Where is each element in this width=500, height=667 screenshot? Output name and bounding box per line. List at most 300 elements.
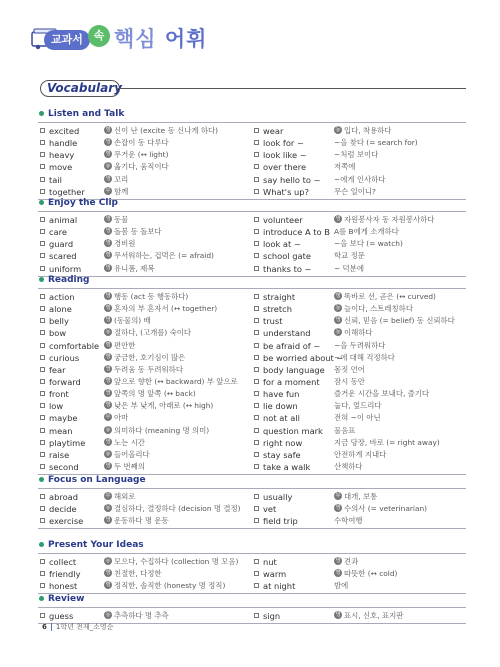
vocab-word — [254, 388, 299, 400]
checkbox-icon[interactable] — [254, 229, 259, 234]
vocab-meaning — [104, 214, 128, 226]
word-row — [38, 376, 466, 388]
vocab-word — [254, 250, 311, 262]
part-of-speech-badge: 형 — [105, 582, 111, 589]
vocab-meaning-text: 해외로 — [114, 492, 136, 501]
part-of-speech-badge: 형 — [105, 353, 111, 360]
vocab-word-text: stretch — [263, 304, 292, 315]
vocab-meaning-text: ~을 보다 (= watch) — [334, 239, 403, 249]
checkbox-icon[interactable] — [40, 506, 45, 511]
checkbox-icon[interactable] — [40, 294, 45, 299]
bullet-icon — [39, 596, 44, 601]
vocab-word-text: excited — [49, 126, 80, 136]
checkbox-icon[interactable] — [40, 140, 45, 145]
bullet-icon — [39, 277, 44, 282]
vocab-meaning-text: 저쪽에 — [334, 162, 356, 172]
part-of-speech-badge: 동 — [105, 612, 111, 618]
checkbox-icon[interactable] — [40, 379, 45, 384]
vocab-meaning — [334, 491, 377, 503]
vocab-meaning-text: 혼자의 부 혼자서 (↔ together) — [114, 304, 218, 314]
vocab-word-text: introduce A to B — [263, 227, 330, 238]
vocab-word — [254, 238, 301, 250]
bullet-icon — [39, 477, 44, 482]
vocab-meaning-text: 아마 — [114, 413, 129, 423]
word-row — [38, 327, 466, 339]
vocab-meaning-text: ~에 대해 걱정하다 — [334, 352, 395, 362]
vocab-word-text: volunteer — [263, 215, 303, 225]
vocabulary-label: Vocabulary — [40, 80, 120, 97]
vocab-meaning — [334, 340, 385, 352]
checkbox-icon[interactable] — [254, 294, 259, 299]
checkbox-icon[interactable] — [40, 343, 45, 348]
checkbox-icon[interactable] — [40, 613, 45, 618]
vocab-meaning — [104, 425, 209, 437]
vocab-meaning — [104, 327, 191, 339]
section-reading — [38, 272, 466, 475]
vocab-meaning — [104, 491, 135, 503]
vocab-word — [254, 400, 298, 412]
section-title — [38, 472, 466, 488]
vocab-meaning — [104, 449, 150, 461]
vocab-word — [254, 149, 307, 161]
checkbox-icon[interactable] — [40, 494, 45, 499]
bullet-icon — [39, 200, 44, 205]
vocab-meaning — [334, 610, 403, 622]
vocab-word-text: front — [49, 389, 69, 400]
checkbox-icon[interactable] — [254, 379, 259, 384]
vocab-word — [40, 352, 79, 364]
checkbox-icon[interactable] — [40, 306, 45, 311]
part-of-speech-badge: 동 — [105, 450, 111, 457]
vocab-meaning-text: 학교 정문 — [334, 251, 365, 261]
page-header — [30, 22, 230, 56]
vocab-meaning-text: 이해하다 — [344, 328, 373, 338]
vocab-meaning — [334, 303, 413, 315]
footer-text: 1학년 천재_소영순 — [55, 623, 114, 631]
vocab-word-text: heavy — [49, 150, 75, 161]
vocab-word-text: forward — [49, 376, 81, 387]
vocab-meaning — [334, 556, 358, 568]
vocab-meaning — [334, 226, 399, 238]
section-title-text: Present Your Ideas — [48, 540, 144, 550]
vocab-meaning-text: 동물 — [114, 215, 129, 224]
section-title — [38, 537, 466, 553]
checkbox-icon[interactable] — [254, 189, 259, 194]
part-of-speech-badge: 동 — [335, 305, 341, 312]
vocab-meaning — [334, 291, 436, 303]
vocab-meaning — [334, 400, 382, 412]
vocab-meaning-text: 경비원 — [114, 239, 136, 249]
section-title — [38, 272, 466, 288]
part-of-speech-badge: 형 — [105, 305, 111, 312]
vocab-word-text: field trip — [263, 516, 298, 527]
checkbox-icon[interactable] — [254, 164, 259, 169]
part-of-speech-badge: 명 — [105, 517, 111, 524]
vocab-word — [254, 352, 343, 364]
word-row — [38, 412, 466, 424]
vocab-word-text: trust — [263, 316, 283, 327]
part-of-speech-badge: 동 — [105, 426, 111, 433]
word-row — [38, 315, 466, 327]
part-of-speech-badge: 부 — [105, 493, 111, 499]
vocab-word-text: fear — [49, 364, 66, 375]
vocab-meaning-text: 견과 — [344, 557, 359, 566]
checkbox-icon[interactable] — [254, 391, 259, 396]
vocab-meaning-text: 안전하게 지내다 — [334, 449, 387, 459]
checkbox-icon[interactable] — [254, 177, 259, 182]
vocab-word-text: look for ~ — [263, 138, 304, 149]
vocab-word — [254, 174, 321, 186]
checkbox-icon[interactable] — [254, 440, 259, 445]
vocab-meaning — [104, 610, 169, 622]
vocab-meaning-text: 무슨 일이니? — [334, 186, 376, 196]
vocab-meaning — [334, 161, 355, 173]
vocab-meaning-text: 대개, 보통 — [344, 492, 378, 501]
vocab-word-text: tail — [49, 174, 62, 185]
vocab-word — [254, 491, 292, 503]
vocab-word-text: action — [49, 292, 75, 302]
checkbox-icon[interactable] — [254, 318, 259, 323]
vocab-meaning — [104, 125, 218, 137]
vocab-word-text: belly — [49, 316, 69, 327]
vocab-word — [40, 137, 77, 149]
vocab-word — [40, 437, 85, 449]
part-of-speech-badge: 부 — [105, 414, 111, 421]
checkbox-icon[interactable] — [254, 355, 259, 360]
vocab-word-text: friendly — [49, 569, 81, 580]
checkbox-icon[interactable] — [40, 253, 45, 258]
word-row — [38, 340, 466, 352]
vocab-meaning-text: 무거운 (↔ light) — [114, 150, 169, 160]
checkbox-icon[interactable] — [254, 559, 259, 564]
vocab-meaning — [104, 364, 183, 376]
vocab-meaning-text: 산책하다 — [334, 461, 363, 471]
vocab-meaning-text: 돌봄 동 돌보다 — [114, 227, 162, 237]
vocab-word-text: comfortable — [49, 340, 100, 351]
checkbox-icon[interactable] — [40, 559, 45, 564]
vocab-word-text: mean — [49, 425, 73, 436]
vocab-word — [254, 412, 300, 424]
vocab-word — [40, 449, 69, 461]
checkbox-icon[interactable] — [254, 330, 259, 335]
part-of-speech-badge: 동 — [105, 558, 111, 564]
vocab-meaning-text: ~ 덕분에 — [334, 263, 364, 273]
vocab-word-text: nut — [263, 557, 277, 567]
vocab-word-text: What's up? — [263, 186, 309, 197]
page-number: 6 — [42, 623, 47, 631]
vocab-meaning — [104, 238, 135, 250]
checkbox-icon[interactable] — [40, 152, 45, 157]
vocab-word — [254, 376, 320, 388]
checkbox-icon[interactable] — [40, 428, 45, 433]
vocab-meaning — [334, 376, 365, 388]
vocab-word — [40, 238, 73, 250]
vocab-meaning-text: 물음표 — [334, 425, 356, 435]
checkbox-icon[interactable] — [254, 343, 259, 348]
vocab-word-text: have fun — [263, 389, 300, 400]
vocab-word — [40, 412, 77, 424]
part-of-speech-badge: 형 — [105, 341, 111, 348]
section-enjoy-the-clip — [38, 195, 466, 277]
vocab-word-text: lie down — [263, 401, 298, 412]
checkbox-icon[interactable] — [254, 403, 259, 408]
vocab-meaning — [104, 515, 169, 527]
part-of-speech-badge: 부 — [335, 493, 341, 499]
vocab-word-text: school gate — [263, 251, 311, 262]
page-title-part-2: 어휘 — [164, 27, 208, 51]
vocab-word-text: be worried about ~ — [263, 352, 344, 363]
checkbox-icon[interactable] — [40, 241, 45, 246]
checkbox-icon[interactable] — [40, 266, 45, 271]
vocab-meaning-text: 지금 당장, 바로 (= right away) — [334, 437, 440, 447]
checkbox-icon[interactable] — [40, 464, 45, 469]
vocab-word-text: exercise — [49, 516, 84, 527]
word-row — [38, 515, 466, 527]
vocab-meaning-text: 몸짓 언어 — [334, 364, 365, 374]
vocab-word — [40, 291, 75, 303]
checkbox-icon[interactable] — [254, 128, 259, 133]
vocab-meaning-text: 꼬리 — [114, 174, 129, 184]
checkbox-icon[interactable] — [254, 464, 259, 469]
vocab-meaning — [334, 388, 429, 400]
vocab-word-text: body language — [263, 364, 325, 375]
vocab-meaning — [334, 250, 365, 262]
vocab-word-text: over there — [263, 162, 307, 173]
vocab-meaning — [104, 352, 185, 364]
vocab-word — [254, 437, 302, 449]
vocab-meaning — [334, 137, 418, 149]
checkbox-icon[interactable] — [254, 452, 259, 457]
word-row — [38, 610, 466, 622]
vocab-word — [40, 364, 66, 376]
checkbox-icon[interactable] — [40, 217, 45, 222]
vocab-word — [254, 327, 310, 339]
vocab-meaning-text: 옮기다, 움직이다 — [114, 162, 169, 172]
vocab-word-text: usually — [263, 492, 293, 502]
checkbox-icon[interactable] — [254, 367, 259, 372]
checkbox-icon[interactable] — [40, 452, 45, 457]
checkbox-icon[interactable] — [254, 428, 259, 433]
vocab-word-text: handle — [49, 138, 78, 149]
vocab-word — [40, 400, 63, 412]
vocab-meaning — [104, 315, 151, 327]
word-row — [38, 568, 466, 580]
checkbox-icon[interactable] — [254, 306, 259, 311]
word-row — [38, 437, 466, 449]
word-row — [38, 364, 466, 376]
checkbox-icon[interactable] — [254, 140, 259, 145]
checkbox-icon[interactable] — [40, 128, 45, 133]
part-of-speech-badge: 형 — [105, 252, 111, 259]
checkbox-icon[interactable] — [40, 229, 45, 234]
vocab-meaning — [104, 250, 214, 262]
checkbox-icon[interactable] — [40, 391, 45, 396]
vocab-word — [40, 556, 76, 568]
checkbox-icon[interactable] — [40, 403, 45, 408]
checkbox-icon[interactable] — [40, 318, 45, 323]
part-of-speech-badge: 명 — [105, 365, 111, 372]
checkbox-icon[interactable] — [254, 613, 259, 618]
page-title — [114, 23, 207, 53]
vocab-word-text: stay safe — [263, 449, 301, 460]
vocab-word-text: raise — [49, 449, 70, 460]
vocab-meaning-text: 전혀 ~이 아닌 — [334, 413, 381, 423]
vocab-meaning-text: 결심하다, 결정하다 (decision 명 결정) — [114, 504, 241, 514]
part-of-speech-badge: 형 — [105, 402, 111, 409]
vocab-meaning — [334, 125, 392, 137]
vocab-meaning — [104, 376, 238, 388]
checkbox-icon[interactable] — [254, 506, 259, 511]
vocab-meaning-text: 앞쪽의 명 앞쪽 (↔ back) — [114, 389, 196, 399]
footer-divider — [51, 623, 52, 631]
checkbox-icon[interactable] — [40, 367, 45, 372]
section-title-text: Listen and Talk — [48, 109, 125, 119]
vocab-meaning — [104, 137, 169, 149]
vocab-meaning — [334, 425, 355, 437]
vocab-word — [40, 515, 83, 527]
vocab-word — [40, 388, 69, 400]
vocab-meaning-text: 함께 — [114, 186, 129, 196]
vocab-word-text: abroad — [49, 492, 79, 502]
part-of-speech-badge: 명 — [105, 175, 111, 182]
part-of-speech-badge: 형 — [105, 377, 111, 384]
checkbox-icon[interactable] — [40, 415, 45, 420]
vocab-meaning-text: ~을 찾다 (= search for) — [334, 138, 418, 148]
word-row — [38, 556, 466, 568]
vocab-meaning-text: 따뜻한 (↔ cold) — [344, 569, 398, 579]
section-title — [38, 106, 466, 122]
word-row — [38, 400, 466, 412]
vocab-word-text: alone — [49, 304, 72, 315]
part-of-speech-badge: 명 — [105, 264, 111, 271]
vocab-meaning-text: 모으다, 수집하다 (collection 명 모음) — [114, 557, 239, 566]
vocab-word — [40, 491, 78, 503]
part-of-speech-badge: 형 — [105, 151, 111, 158]
vocab-word — [40, 327, 66, 339]
word-row — [38, 425, 466, 437]
vocab-word-text: take a walk — [263, 461, 311, 472]
checkbox-icon[interactable] — [254, 241, 259, 246]
vocab-meaning — [104, 556, 238, 568]
word-row — [38, 503, 466, 515]
checkbox-icon[interactable] — [40, 518, 45, 523]
vocab-word — [254, 610, 280, 622]
vocab-word-text: look like ~ — [263, 150, 307, 161]
vocab-meaning — [334, 352, 395, 364]
checkbox-icon[interactable] — [40, 164, 45, 169]
vocab-word — [40, 303, 72, 315]
checkbox-icon[interactable] — [40, 571, 45, 576]
word-list — [38, 488, 466, 529]
vocab-word-text: low — [49, 401, 64, 412]
vocab-word-text: look at ~ — [263, 239, 301, 250]
vocab-meaning — [104, 568, 162, 580]
checkbox-icon[interactable] — [40, 355, 45, 360]
checkbox-icon[interactable] — [254, 266, 259, 271]
vocab-word — [254, 425, 323, 437]
checkbox-icon[interactable] — [254, 152, 259, 157]
vocab-word — [254, 137, 304, 149]
vocab-meaning-text: 늘이다, 스트레칭하다 — [344, 304, 413, 314]
vocab-meaning-text: 손잡이 동 다루다 — [114, 138, 169, 148]
vocab-meaning-text: 노는 시간 — [114, 437, 145, 447]
vocab-meaning-text: (동물의) 배 — [114, 316, 151, 326]
section-listen-and-talk — [38, 106, 466, 200]
vocab-word-text: curious — [49, 352, 80, 363]
vocab-word-text: be afraid of ~ — [263, 340, 321, 351]
vocab-meaning-text: 수의사 (= veterinarian) — [344, 504, 428, 514]
vocab-word — [254, 364, 325, 376]
vocab-word-text: thanks to ~ — [263, 263, 312, 274]
vocab-word-text: care — [49, 227, 67, 238]
word-row — [38, 449, 466, 461]
checkbox-icon[interactable] — [254, 253, 259, 258]
vocab-meaning — [334, 449, 386, 461]
vocab-word-text: guess — [49, 611, 74, 621]
vocab-word-text: decide — [49, 504, 77, 515]
vocab-meaning — [334, 149, 378, 161]
vocab-word — [40, 250, 77, 262]
vocab-word-text: second — [49, 461, 79, 472]
section-title-text: Reading — [48, 275, 90, 285]
part-of-speech-badge: 명 — [335, 317, 341, 324]
word-row — [38, 303, 466, 315]
vocab-word — [254, 315, 283, 327]
vocab-meaning-text: 똑바로 선, 곧은 (↔ curved) — [344, 292, 436, 301]
vocab-word — [254, 214, 303, 226]
vocab-word-text: animal — [49, 215, 78, 225]
vocab-meaning-text: 정직한, 솔직한 (honesty 명 정직) — [114, 581, 226, 591]
section-focus-on-language — [38, 472, 466, 529]
vocab-word-text: uniform — [49, 263, 82, 274]
vocab-word — [40, 340, 99, 352]
vocab-meaning — [334, 568, 397, 580]
checkbox-icon[interactable] — [40, 177, 45, 182]
word-row — [38, 137, 466, 149]
vocab-meaning — [334, 412, 381, 424]
part-of-speech-badge: 명 — [105, 293, 111, 299]
vocab-word — [40, 125, 79, 137]
checkbox-icon[interactable] — [254, 217, 259, 222]
checkbox-icon[interactable] — [254, 494, 259, 499]
vocab-meaning — [334, 174, 385, 186]
vocab-meaning-text: 궁금한, 호기심이 많은 — [114, 352, 186, 362]
vocab-word — [40, 315, 69, 327]
section-title-text: Review — [48, 594, 85, 604]
checkbox-icon[interactable] — [40, 583, 45, 588]
vocab-meaning-text: 편안한 — [114, 340, 136, 350]
checkbox-icon[interactable] — [254, 571, 259, 576]
part-of-speech-badge: 명 — [335, 558, 341, 564]
checkbox-icon[interactable] — [40, 189, 45, 194]
part-of-speech-badge: 동 — [105, 163, 111, 170]
vocab-word-text: vet — [263, 504, 277, 515]
vocab-meaning-text: 두 번째의 — [114, 461, 145, 471]
part-of-speech-badge: 동 — [335, 329, 341, 336]
part-of-speech-badge: 명 — [105, 390, 111, 397]
vocab-word — [40, 610, 73, 622]
vocab-word — [40, 376, 81, 388]
word-row — [38, 226, 466, 238]
checkbox-icon[interactable] — [40, 330, 45, 335]
checkbox-icon[interactable] — [40, 440, 45, 445]
checkbox-icon[interactable] — [254, 518, 259, 523]
vocab-word — [254, 125, 283, 137]
checkbox-icon[interactable] — [254, 415, 259, 420]
word-row — [38, 214, 466, 226]
checkbox-icon[interactable] — [254, 583, 259, 588]
part-of-speech-badge: 형 — [105, 570, 111, 577]
